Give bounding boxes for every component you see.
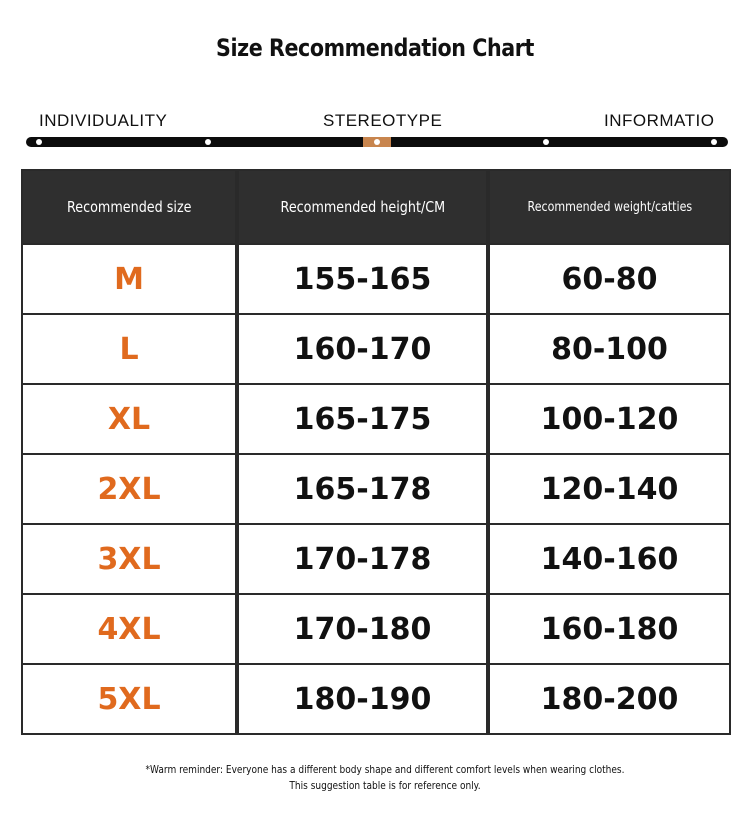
bar-dot-active	[374, 139, 380, 145]
table-row	[22, 244, 730, 314]
size-cell: 2XL	[22, 454, 237, 524]
size-cell: 3XL	[22, 524, 237, 594]
size-cell: XL	[22, 384, 237, 454]
header-height: Recommended height/CM	[237, 170, 488, 244]
height-cell: 170-178	[237, 524, 488, 594]
table-row	[22, 594, 730, 664]
height-cell: 155-165	[237, 244, 488, 314]
bar-dot	[36, 139, 42, 145]
nav-label-individuality: INDIVIDUALITY	[39, 111, 168, 130]
table-row	[22, 384, 730, 454]
weight-cell: 80-100	[488, 314, 730, 384]
bar-dot	[205, 139, 211, 145]
weight-cell: 180-200	[488, 664, 730, 734]
bar-dot	[711, 139, 717, 145]
height-cell: 165-175	[237, 384, 488, 454]
size-cell: 5XL	[22, 664, 237, 734]
size-cell: L	[22, 314, 237, 384]
height-cell: 170-180	[237, 594, 488, 664]
height-cell: 180-190	[237, 664, 488, 734]
progress-bar	[26, 137, 728, 147]
table-header-row	[22, 170, 730, 244]
weight-cell: 160-180	[488, 594, 730, 664]
weight-cell: 100-120	[488, 384, 730, 454]
page-title: Size Recommendation Chart	[216, 34, 534, 62]
header-size: Recommended size	[22, 170, 237, 244]
table-row	[22, 454, 730, 524]
table-row	[22, 524, 730, 594]
size-cell: 4XL	[22, 594, 237, 664]
nav-label-informatio: INFORMATIO	[604, 111, 715, 130]
weight-cell: 120-140	[488, 454, 730, 524]
height-cell: 160-170	[237, 314, 488, 384]
bar-dot	[543, 139, 549, 145]
weight-cell: 60-80	[488, 244, 730, 314]
bar-active-segment	[363, 137, 391, 147]
table-row	[22, 664, 730, 734]
weight-cell: 140-160	[488, 524, 730, 594]
size-table	[21, 169, 731, 735]
header-weight: Recommended weight/catties	[488, 170, 730, 244]
nav-label-stereotype: STEREOTYPE	[323, 111, 443, 130]
size-cell: M	[22, 244, 237, 314]
warm-reminder-note: *Warm reminder: Everyone has a different body shape and different comfort levels when wearing clothes. This suggestion table is for reference only.	[145, 763, 625, 792]
height-cell: 165-178	[237, 454, 488, 524]
table-row	[22, 314, 730, 384]
